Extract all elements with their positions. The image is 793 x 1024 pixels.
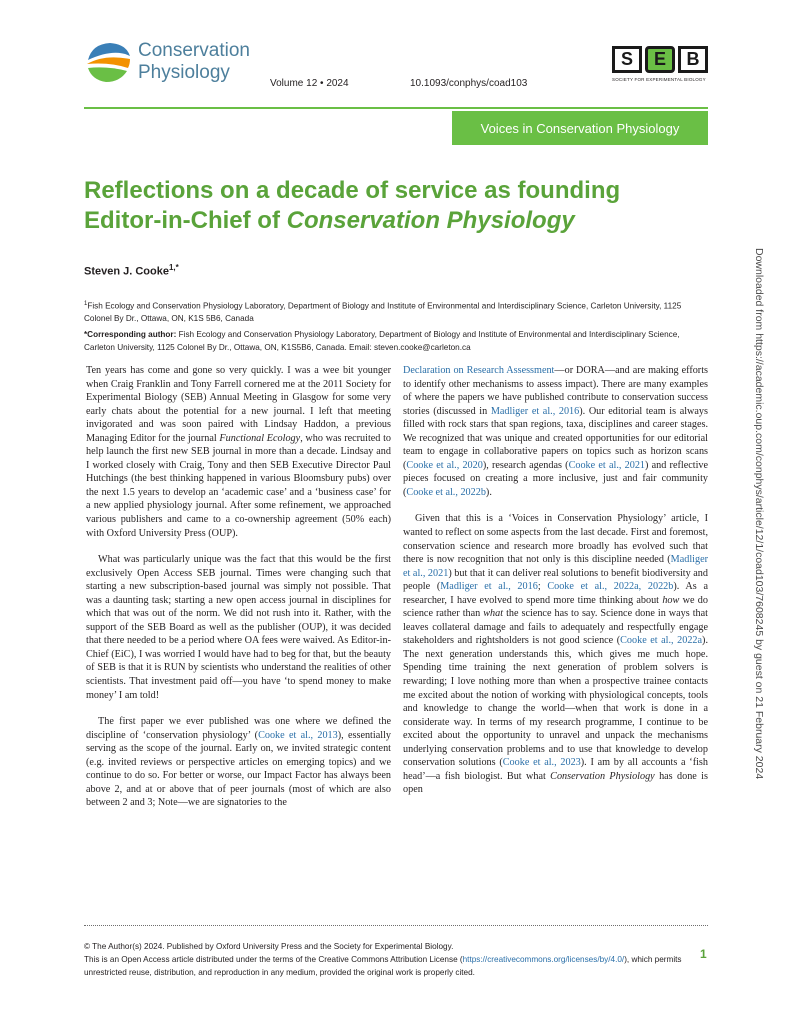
citation-link[interactable]: Cooke et al., 2022b <box>406 486 486 498</box>
author-name: Steven J. Cooke$^{1,*}$ <box>84 263 179 278</box>
body-column-left <box>86 364 391 810</box>
page-number: 1 <box>700 947 707 961</box>
paragraph: Given that this is a ‘Voices in Conservation Physiology’ article, I wanted to reflect on some aspects from the last decade. First and foremost, conservation science and research more broadly has evolved such that there is now recognition that not only is this discipline needed (Madliger et al., 2021) but that it can deliver real solutions to benefit biodiversity and people (Madliger et al., 2016; Cooke et al., 2022a, 2022b). As a researcher, I have evolved to spend more time thinking about how we do science rather than what the science has to say. Science done in ways that leaves collateral damage and fails to adequately and respectfully engage stakeholders and rightsholders is not good science (Cooke et al., 2022a). The next generation understands this, which gives me much hope. Spending time training the next generation of problem solvers is rewarding; I love nothing more than when a prospective trainee contacts me excited about the notion of working with physiological concepts, tools and knowledge to change the world—when that work is done in a considerate way. In terms of my research programme, I continue to be excited about the opportunity to unravel and unpack the mechanisms underlying conservation problems and to use that knowledge to develop conservation solutions (Cooke et al., 2023). I am by all accounts a ‘fish head’—a fish biologist. But what Conservation Physiology has done is open <box>403 513 708 796</box>
paragraph: Declaration on Research Assessment—or DORA—and are making efforts to identify other mechanisms to assess impact). There are many examples of where the papers we have published contribute to conservation success stories (discussed in Madliger et al., 2016). Our editorial team is always filled with rock stars that span regions, taxa, disciplines and career stages. We recognized that was unique and created opportunities for our editorial team to engage in collaborative papers on topics such as horizon scans (Cooke et al., 2020), research agendas (Cooke et al., 2021) and reflective pieces focused on creating a more inclusive, just and fair community (Cooke et al., 2022b). <box>403 365 709 498</box>
dora-link[interactable]: Declaration on Research Assessment <box>403 365 555 376</box>
paragraph: What was particularly unique was the fact that this would be the first exclusively Open Access SEB journal. Times were changing such that starting a new subscription-based journal was simply not possible. That was a daunting task; starting a new open access journal in disciplines for which that was out of the norm. We did not rush into it. Rather, with the support of the SEB Board as well as the publisher (OUP), it was decided that there needed to be a period where OA fees were waived. As Editor-in-Chief (EiC), I was worried I would have had to beg for that, but the beauty of SEB is that it is RUN by scientists who understand the realities of other scientists. That investment paid off—you have ‘to spend money to make money’ I am told! <box>86 554 391 701</box>
citation-link[interactable]: Madliger et al., 2016 <box>440 581 538 593</box>
license-text: This is an Open Access article distributed under the terms of the Creative Commons Attribution License (https://creativecommons.org/licenses/by/4.0/), which permits unrestricted reuse, distribution, and reproduction in any medium, provided the original work is properly cited. <box>84 955 682 977</box>
article-title: Reflections on a decade of service as founding Editor-in-Chief of Conservation Physiology <box>84 177 621 234</box>
header-divider <box>84 107 708 109</box>
citation-link[interactable]: Madliger et al., 2021 <box>403 554 708 579</box>
citation-link[interactable]: Cooke et al., 2023 <box>502 757 581 769</box>
affiliation: $^1$Fish Ecology and Conservation Physiology Laboratory, Department of Biology and Institute of Environmental and Interdisciplinary Science, Carleton University, 1125 Colonel By Dr., Ottawa, ON, K1S 5B6, Canada <box>84 301 682 324</box>
corresponding-author: *Corresponding author: Fish Ecology and Conservation Physiology Laboratory, Department of Biology and Institute of Environmental and Interdisciplinary Science, Carleton University, 1125 Colonel By Dr., Ottawa, ON, K1S5B6, Canada. Email: steven.cooke@carleton.ca <box>84 330 680 352</box>
license-footer <box>84 940 694 979</box>
citation-link[interactable]: Cooke et al., 2013 <box>258 729 338 741</box>
doi-label: 10.1093/conphys/coad103 <box>410 78 528 89</box>
footer-divider <box>84 925 708 926</box>
citation-link[interactable]: Cooke et al., 2022a, 2022b <box>547 581 674 593</box>
citation-link[interactable]: Cooke et al., 2022a <box>620 635 703 647</box>
journal-name: Conservation Physiology <box>138 40 250 83</box>
globe-logo-icon <box>84 40 132 84</box>
citation-link[interactable]: Cooke et al., 2021 <box>568 459 646 471</box>
journal-logo <box>84 38 250 90</box>
body-column-right <box>403 364 708 797</box>
download-watermark: Downloaded from https://academic.oup.com/conphys/article/12/1/coad103/7608245 by guest on 21 February 2024 <box>753 248 765 780</box>
paragraph: Ten years has come and gone so very quickly. I was a wee bit younger when Craig Franklin and Tony Farrell cornered me at the 2011 Society for Experimental Biology (SEB) Annual Meeting in Glasgow for some very early chats about the potential for a new journal. I left that meeting invigorated and was soon paired with Lindsay Haddon, a previous Managing Editor for the journal Functional Ecology, who was recruited to help launch the first new SEB journal in more than a decade. Lindsay and I worked closely with Craig, Tony and then SEB Executive Director Paul Hutchings (the best thinking happened in various Bloomsbury pubs) over the next 1.5 years to develop an ‘academic case’ and a ‘business case’ for a new applied physiology journal. After some refinement, we approached various publishers and came to a co-ownership agreement (50% each) with Oxford University Press (OUP). <box>86 365 392 539</box>
citation-link[interactable]: Madliger et al., 2016 <box>490 405 580 417</box>
seb-logo <box>612 46 712 90</box>
seb-caption: SOCIETY FOR EXPERIMENTAL BIOLOGY <box>612 77 706 82</box>
citation-link[interactable]: Cooke et al., 2020 <box>406 459 483 471</box>
section-banner: Voices in Conservation Physiology <box>452 111 708 145</box>
volume-label: Volume 12 • 2024 <box>270 78 349 89</box>
seb-letter-s: S <box>612 46 642 73</box>
seb-letter-e: E <box>645 46 675 73</box>
paragraph: The first paper we ever published was one where we defined the discipline of ‘conservation physiology’ (Cooke et al., 2013), essentially serving as the scope of the journal. Early on, we invited strategic content (e.g. invited reviews or perspective articles on emerging topics) and we continue to do so. For better or worse, our Impact Factor has always been above 2, and at or above that of peer journals (most of which are also between 2 and 3; Note—we are signatories to the <box>86 716 391 809</box>
license-link[interactable]: https://creativecommons.org/licenses/by/4.0/ <box>462 955 625 964</box>
seb-letter-b: B <box>678 46 708 73</box>
copyright-line: © The Author(s) 2024. Published by Oxford University Press and the Society for Experimental Biology. <box>84 942 454 951</box>
